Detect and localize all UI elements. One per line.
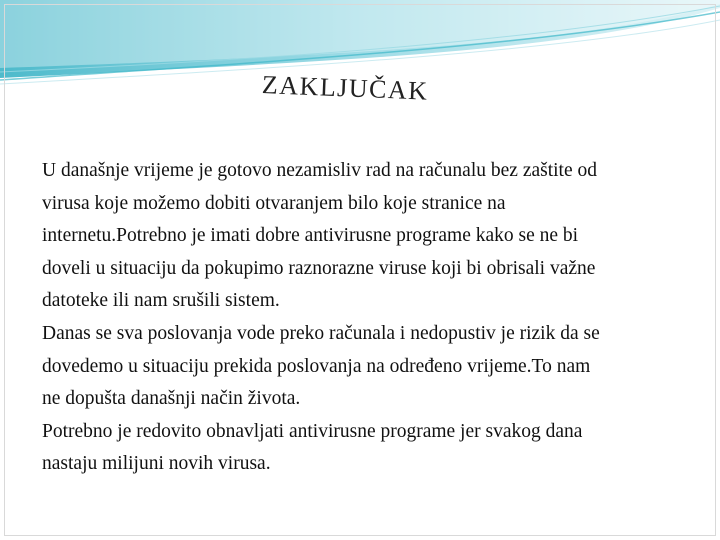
body-line: ne dopušta današnji način života. bbox=[42, 388, 301, 410]
body-line: doveli u situaciju da pokupimo raznorazne viruse koji bi obrisali važne bbox=[42, 257, 596, 279]
body-line: Danas se sva poslovanja vode preko računala i nedopustiv je rizik da se bbox=[42, 322, 600, 344]
body-line: nastaju milijuni novih virusa. bbox=[42, 453, 271, 475]
slide-title: ZAKLJUČAK bbox=[261, 70, 430, 106]
body-line: dovedemo u situaciju prekida poslovanja na određeno vrijeme.To nam bbox=[42, 355, 591, 377]
body-line: datoteke ili nam srušili sistem. bbox=[42, 290, 280, 312]
body-line: Potrebno je redovito obnavljati antivirusne programe jer svakog dana bbox=[42, 420, 583, 442]
body-line: internetu.Potrebno je imati dobre antivirusne programe kako se ne bi bbox=[42, 225, 579, 247]
body-line: U današnje vrijeme je gotovo nezamisliv rad na računalu bez zaštite od bbox=[42, 160, 597, 181]
body-line: virusa koje možemo dobiti otvaranjem bilo koje stranice na bbox=[42, 192, 506, 214]
body-text bbox=[42, 155, 682, 481]
